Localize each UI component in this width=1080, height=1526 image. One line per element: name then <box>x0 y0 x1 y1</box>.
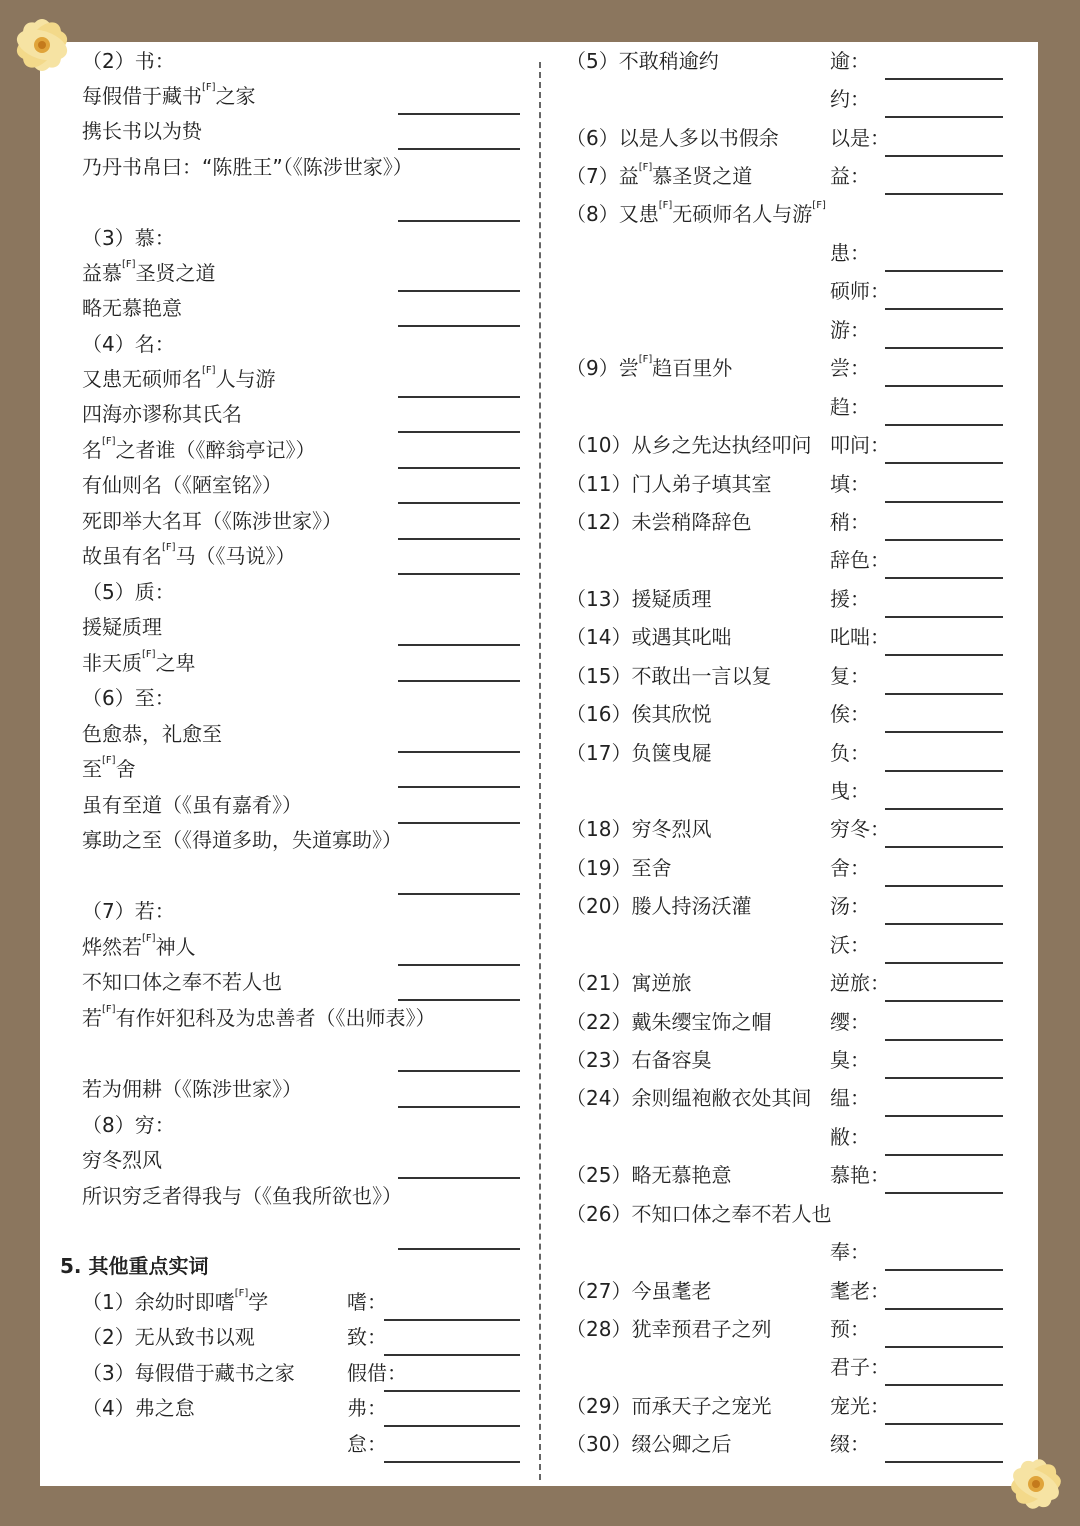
answer-label: 臭： <box>830 1048 870 1072</box>
left-item <box>82 614 162 640</box>
line-text: （23）右备容臭 <box>566 1048 712 1072</box>
left-item <box>82 650 196 676</box>
answer-blank[interactable] <box>398 680 520 682</box>
left-item <box>82 1005 436 1031</box>
answer-label: 预： <box>830 1317 870 1341</box>
answer-label: 汤： <box>830 894 870 918</box>
line-text-cont: 神人 <box>155 935 196 959</box>
footnote-marker: [F] <box>102 1004 116 1015</box>
answer-label: 弗： <box>347 1396 387 1420</box>
left-item <box>82 827 402 853</box>
answer-label: 致： <box>347 1325 387 1349</box>
line-text: （16）俟其欣悦 <box>566 702 712 726</box>
left-item <box>82 154 413 180</box>
left-item <box>82 225 175 251</box>
line-text-cont: 之卑 <box>155 651 196 675</box>
answer-blank[interactable] <box>885 424 1003 426</box>
section5-item <box>82 1324 255 1350</box>
answer-blank[interactable] <box>885 1269 1003 1271</box>
answer-label: 假借： <box>347 1361 407 1385</box>
answer-label: 援： <box>830 587 870 611</box>
answer-blank[interactable] <box>398 431 520 433</box>
line-text: 益慕 <box>82 261 122 285</box>
line-text: （22）戴朱缨宝饰之帽 <box>566 1010 772 1034</box>
line-text: （15）不敢出一言以复 <box>566 664 772 688</box>
answer-label: 以是： <box>830 126 890 150</box>
line-text: （7）益 <box>566 164 639 188</box>
line-text: （13）援疑质理 <box>566 587 712 611</box>
left-item <box>82 579 175 605</box>
line-text-cont: 有作奸犯科及为忠善者（《出师表》） <box>115 1006 436 1030</box>
line-text: 四海亦谬称其氏名 <box>82 402 242 426</box>
left-item <box>82 472 282 498</box>
left-item <box>82 792 302 818</box>
section5-item <box>82 1360 295 1386</box>
left-item <box>82 1112 175 1138</box>
answer-label: 君子： <box>830 1355 890 1379</box>
line-text: 携长书以为贽 <box>82 119 202 143</box>
right-item <box>566 1162 731 1188</box>
line-text-cont: 之家 <box>215 84 256 108</box>
answer-label: 填： <box>830 472 870 496</box>
line-text: （8）穷： <box>82 1113 175 1137</box>
section5-item <box>82 1395 195 1421</box>
line-text: 故虽有名 <box>82 544 162 568</box>
right-item <box>566 855 671 881</box>
left-item <box>82 118 202 144</box>
left-item <box>82 260 216 286</box>
line-text-cont: 圣贤之道 <box>135 261 216 285</box>
line-text: 名 <box>82 438 102 462</box>
left-item <box>82 1147 162 1173</box>
line-text: （6）以是人多以书假余 <box>566 126 779 150</box>
footnote-marker: [F] <box>162 542 176 553</box>
answer-label: 尝： <box>830 356 870 380</box>
line-text: （21）寓逆旅 <box>566 971 692 995</box>
answer-label: 慕艳： <box>830 1163 890 1187</box>
answer-blank[interactable] <box>885 308 1003 310</box>
answer-blank[interactable] <box>398 113 520 115</box>
answer-label: 患： <box>830 241 870 265</box>
answer-blank[interactable] <box>885 193 1003 195</box>
line-text: 有仙则名（《陋室铭》） <box>82 473 282 497</box>
answer-label: 俟： <box>830 702 870 726</box>
answer-blank[interactable] <box>398 1106 520 1108</box>
right-item <box>566 740 711 766</box>
answer-label: 舍： <box>830 856 870 880</box>
right-item <box>566 432 811 458</box>
right-item <box>566 970 691 996</box>
footnote-marker: [F] <box>102 755 116 766</box>
line-text: （17）负箧曳屣 <box>566 741 712 765</box>
answer-blank[interactable] <box>384 1425 520 1427</box>
answer-blank[interactable] <box>398 964 520 966</box>
right-item <box>566 1201 831 1227</box>
answer-blank[interactable] <box>885 846 1003 848</box>
answer-blank[interactable] <box>885 1384 1003 1386</box>
answer-blank[interactable] <box>398 893 520 895</box>
answer-label: 逆旅： <box>830 971 890 995</box>
answer-label: 硕师： <box>830 279 890 303</box>
right-item <box>566 163 752 189</box>
right-item <box>566 1393 771 1419</box>
answer-blank[interactable] <box>885 78 1003 80</box>
line-text: （5）质： <box>82 580 175 604</box>
answer-blank[interactable] <box>885 270 1003 272</box>
left-item <box>82 685 175 711</box>
answer-blank[interactable] <box>398 786 520 788</box>
answer-blank[interactable] <box>885 116 1003 118</box>
answer-blank[interactable] <box>885 1423 1003 1425</box>
answer-label: 缀： <box>830 1432 870 1456</box>
answer-blank[interactable] <box>398 1248 520 1250</box>
line-text: 又患无硕师名 <box>82 367 202 391</box>
line-text: 略无慕艳意 <box>82 296 182 320</box>
answer-blank[interactable] <box>885 577 1003 579</box>
answer-label: 缊： <box>830 1086 870 1110</box>
line-text: 非天质 <box>82 651 142 675</box>
line-text: （6）至： <box>82 686 175 710</box>
line-text: 穷冬烈风 <box>82 1148 162 1172</box>
left-item <box>82 1183 402 1209</box>
answer-label: 趋： <box>830 395 870 419</box>
line-text: 援疑质理 <box>82 615 162 639</box>
answer-blank[interactable] <box>885 962 1003 964</box>
line-text: 至 <box>82 757 102 781</box>
right-item <box>566 1047 711 1073</box>
line-text: （2）无从致书以观 <box>82 1325 255 1349</box>
answer-label: 叱咄： <box>830 625 890 649</box>
answer-label: 约： <box>830 87 870 111</box>
answer-label: 沃： <box>830 933 870 957</box>
answer-blank[interactable] <box>885 1461 1003 1463</box>
answer-blank[interactable] <box>398 467 520 469</box>
answer-blank[interactable] <box>885 923 1003 925</box>
answer-label: 穷冬： <box>830 817 890 841</box>
line-text-cont: 舍 <box>115 757 136 781</box>
right-item <box>566 1085 811 1111</box>
line-text: （27）今虽耄老 <box>566 1279 712 1303</box>
answer-blank[interactable] <box>885 1077 1003 1079</box>
line-text: （7）若： <box>82 899 175 923</box>
line-text: （1）余幼时即嗜 <box>82 1290 235 1314</box>
left-item <box>82 295 182 321</box>
line-text: 不知口体之奉不若人也 <box>82 970 282 994</box>
column-divider <box>539 62 541 1480</box>
answer-blank[interactable] <box>885 654 1003 656</box>
left-item <box>82 437 316 463</box>
answer-blank[interactable] <box>885 808 1003 810</box>
answer-blank[interactable] <box>398 396 520 398</box>
left-item <box>82 543 296 569</box>
answer-label: 复： <box>830 664 870 688</box>
left-item <box>82 934 196 960</box>
line-text: （10）从乡之先达执经叩问 <box>566 433 812 457</box>
answer-blank[interactable] <box>398 644 520 646</box>
footnote-marker: [F] <box>658 200 673 211</box>
left-item <box>82 366 276 392</box>
line-text: （25）略无慕艳意 <box>566 1163 732 1187</box>
answer-label: 宠光： <box>830 1394 890 1418</box>
footnote-marker: [F] <box>202 82 216 93</box>
answer-blank[interactable] <box>398 751 520 753</box>
line-text: （26）不知口体之奉不若人也 <box>566 1202 832 1226</box>
section5-item <box>82 1289 268 1315</box>
answer-label: 逾： <box>830 49 870 73</box>
answer-blank[interactable] <box>398 1070 520 1072</box>
left-item <box>82 756 136 782</box>
right-item <box>566 586 711 612</box>
line-text-cont: 马（《马说》） <box>175 544 296 568</box>
answer-label: 嗜： <box>347 1290 387 1314</box>
line-text: 寡助之至（《得道多助，失道寡助》） <box>82 828 402 852</box>
line-text: （2）书： <box>82 49 175 73</box>
answer-label: 叩问： <box>830 433 890 457</box>
answer-label: 辞色： <box>830 548 890 572</box>
left-item <box>82 331 175 357</box>
right-item <box>566 509 751 535</box>
left-item <box>82 721 222 747</box>
right-item <box>566 355 732 381</box>
line-text: （14）或遇其叱咄 <box>566 625 732 649</box>
answer-blank[interactable] <box>398 220 520 222</box>
line-text-cont: 无硕师名人与游 <box>672 202 813 226</box>
answer-label: 稍： <box>830 510 870 534</box>
flower-icon <box>996 1440 1080 1526</box>
left-item <box>82 1076 302 1102</box>
footnote-marker: [F] <box>638 354 653 365</box>
answer-blank[interactable] <box>398 325 520 327</box>
line-text: 死即举大名耳（《陈涉世家》） <box>82 509 342 533</box>
line-text: （29）而承天子之宠光 <box>566 1394 772 1418</box>
line-text: 若为佣耕（《陈涉世家》） <box>82 1077 302 1101</box>
line-text-cont: 慕圣贤之道 <box>652 164 753 188</box>
answer-blank[interactable] <box>885 501 1003 503</box>
line-text: （28）犹幸预君子之列 <box>566 1317 772 1341</box>
line-text: （3）慕： <box>82 226 175 250</box>
left-item <box>82 48 175 74</box>
answer-blank[interactable] <box>384 1461 520 1463</box>
flower-icon <box>0 0 90 90</box>
line-text: （11）门人弟子填其室 <box>566 472 772 496</box>
answer-blank[interactable] <box>398 538 520 540</box>
right-item <box>566 1431 731 1457</box>
line-text: （12）未尝稍降辞色 <box>566 510 752 534</box>
answer-blank[interactable] <box>398 822 520 824</box>
answer-blank[interactable] <box>885 539 1003 541</box>
right-item <box>566 48 719 74</box>
footnote-marker: [F] <box>812 200 826 211</box>
line-text: （24）余则缊袍敝衣处其间 <box>566 1086 812 1110</box>
answer-blank[interactable] <box>398 290 520 292</box>
left-item <box>82 401 242 427</box>
answer-blank[interactable] <box>885 1115 1003 1117</box>
right-item <box>566 893 751 919</box>
right-item <box>566 125 779 151</box>
line-text-cont: 人与游 <box>215 367 276 391</box>
answer-label: 负： <box>830 741 870 765</box>
right-item <box>566 201 826 227</box>
answer-blank[interactable] <box>885 693 1003 695</box>
line-text: 色愈恭，礼愈至 <box>82 722 222 746</box>
answer-blank[interactable] <box>885 731 1003 733</box>
answer-blank[interactable] <box>885 616 1003 618</box>
line-text: （18）穷冬烈风 <box>566 817 712 841</box>
answer-blank[interactable] <box>885 1039 1003 1041</box>
line-text: （8）又患 <box>566 202 659 226</box>
line-text: （3）每假借于藏书之家 <box>82 1361 295 1385</box>
answer-blank[interactable] <box>885 1000 1003 1002</box>
footnote-marker: [F] <box>638 162 653 173</box>
line-text: （19）至舍 <box>566 856 672 880</box>
line-text-cont: 之者谁（《醉翁亭记》） <box>115 438 316 462</box>
answer-blank[interactable] <box>398 148 520 150</box>
right-item <box>566 663 771 689</box>
left-item <box>82 898 175 924</box>
line-text: （4）名： <box>82 332 175 356</box>
section-title: 5. 其他重点实词 <box>60 1254 209 1278</box>
right-item <box>566 471 771 497</box>
line-text: 每假借于藏书 <box>82 84 202 108</box>
answer-label: 曳： <box>830 779 870 803</box>
answer-blank[interactable] <box>384 1390 520 1392</box>
answer-blank[interactable] <box>398 573 520 575</box>
footnote-marker: [F] <box>102 436 116 447</box>
answer-blank[interactable] <box>885 462 1003 464</box>
answer-blank[interactable] <box>398 502 520 504</box>
line-text: 所识穷乏者得我与（《鱼我所欲也》） <box>82 1184 402 1208</box>
footnote-marker: [F] <box>122 259 136 270</box>
line-text: （5）不敢稍逾约 <box>566 49 719 73</box>
answer-blank[interactable] <box>398 999 520 1001</box>
line-text: （4）弗之怠 <box>82 1396 195 1420</box>
answer-label: 奉： <box>830 1240 870 1264</box>
right-item <box>566 816 711 842</box>
answer-label: 游： <box>830 318 870 342</box>
line-text-cont: 趋百里外 <box>652 356 733 380</box>
line-text: 若 <box>82 1006 102 1030</box>
answer-blank[interactable] <box>384 1354 520 1356</box>
footnote-marker: [F] <box>142 933 156 944</box>
right-item <box>566 1316 771 1342</box>
line-text: （9）尝 <box>566 356 639 380</box>
answer-blank[interactable] <box>885 1192 1003 1194</box>
answer-blank[interactable] <box>885 155 1003 157</box>
footnote-marker: [F] <box>142 649 156 660</box>
footnote-marker: [F] <box>202 365 216 376</box>
left-item <box>82 969 282 995</box>
answer-label: 缨： <box>830 1010 870 1034</box>
right-item <box>566 1009 771 1035</box>
answer-label: 怠： <box>347 1432 387 1456</box>
line-text: 烨然若 <box>82 935 142 959</box>
footnote-marker: [F] <box>234 1288 249 1299</box>
line-text: （20）媵人持汤沃灌 <box>566 894 752 918</box>
answer-blank[interactable] <box>384 1319 520 1321</box>
left-item <box>82 83 256 109</box>
line-text: （30）缀公卿之后 <box>566 1432 732 1456</box>
line-text: 乃丹书帛曰：“陈胜王”（《陈涉世家》） <box>82 155 413 179</box>
answer-blank[interactable] <box>885 770 1003 772</box>
line-text-cont: 学 <box>248 1290 269 1314</box>
answer-label: 敝： <box>830 1125 870 1149</box>
answer-blank[interactable] <box>885 1308 1003 1310</box>
right-item <box>566 701 711 727</box>
answer-blank[interactable] <box>885 1346 1003 1348</box>
left-item <box>82 508 342 534</box>
answer-blank[interactable] <box>885 385 1003 387</box>
right-item <box>566 624 731 650</box>
line-text: 虽有至道（《虽有嘉肴》） <box>82 793 302 817</box>
answer-blank[interactable] <box>885 885 1003 887</box>
answer-label: 耄老： <box>830 1279 890 1303</box>
answer-blank[interactable] <box>885 347 1003 349</box>
right-item <box>566 1278 711 1304</box>
answer-blank[interactable] <box>398 1177 520 1179</box>
answer-label: 益： <box>830 164 870 188</box>
answer-blank[interactable] <box>885 1154 1003 1156</box>
